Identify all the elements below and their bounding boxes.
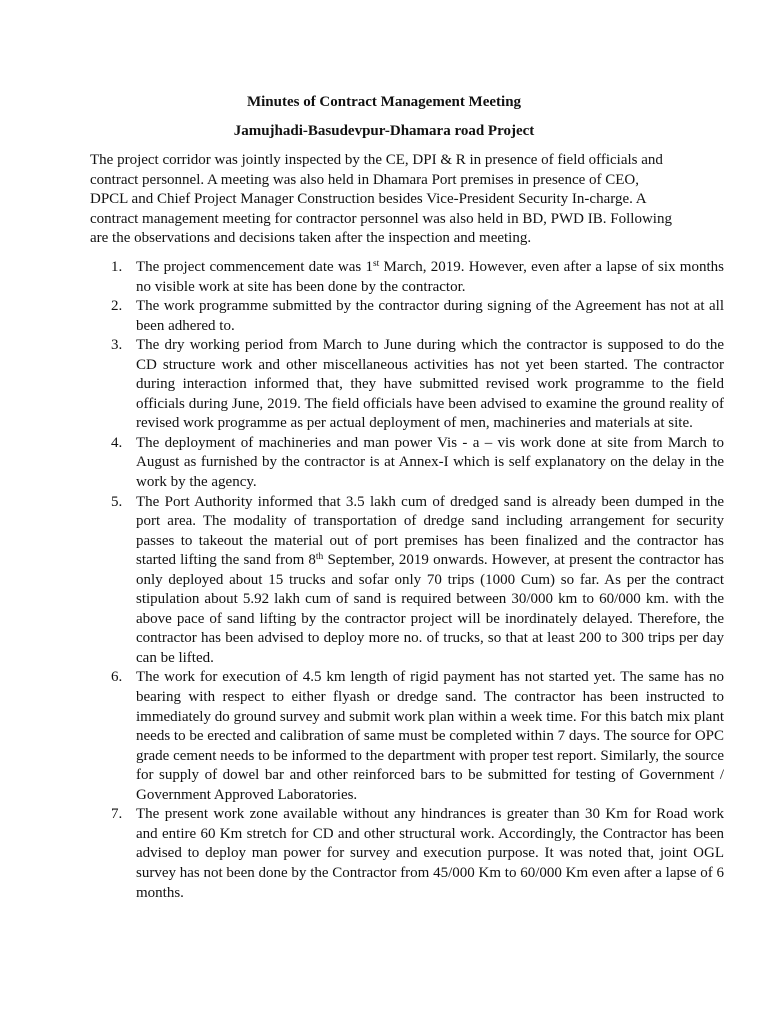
observation-item-4 xyxy=(111,434,724,493)
observation-item-2 xyxy=(111,297,724,336)
project-subtitle: Jamujhadi-Basudevpur-Dhamara road Project xyxy=(233,123,535,139)
observation-item-1 xyxy=(111,258,724,297)
item-text: The work for execution of 4.5 km length of rigid payment has not started yet. The same has no bearing with respect to either flyash or dredge sand. The contractor has been instructed to immediately do ground survey and submit work plan within a week time. For this batch mix plant needs to be erected and calibration of same must be completed within 7 days. The source for OPC grade cement needs to be informed to the department with proper test report. Similarly, the source for supply of dowel bar and other reinforced bars to be submitted for testing of Government / Government Approved Laboratories. xyxy=(136,669,724,803)
item-text-continued: September, 2019 onwards. However, at present the contractor has only deployed about 15 trucks and sofar only 70 trips (1000 Cum) so far. As per the contract stipulation about 5.92 lakh cum of sand is required between 30/000 km to 60/000 km. with the above pace of sand lifting by the contractor project will be inordinately delayed. Therefore, the contractor has been advised to deploy more no. of trucks, so that at least 200 to 300 trips per day can be lifted. xyxy=(136,552,724,666)
observation-item-5 xyxy=(111,493,724,669)
observation-item-7 xyxy=(111,805,724,903)
observation-item-3 xyxy=(111,336,724,434)
intro-paragraph: The project corridor was jointly inspected by the CE, DPI & R in presence of field officials and contract personnel. A meeting was also held in Dhamara Port premises in presence of CEO, DPCL and Chief Project Manager Construction besides Vice-President Security In-charge. A contract management meeting for contractor personnel was also held in BD, PWD IB. Following are the observations and decisions taken after the inspection and meeting. xyxy=(90,152,672,247)
item-number: 4. xyxy=(111,434,123,451)
ordinal-suffix: st xyxy=(372,259,380,269)
item-number: 1. xyxy=(111,259,123,275)
document-title: Minutes of Contract Management Meeting xyxy=(246,94,522,110)
item-text: The present work zone available without any hindrances is greater than 30 Km for Road work and entire 60 Km stretch for CD and other structural work. Accordingly, the Contractor has been advised to deploy man power for survey and execution purpose. It was noted that, joint OGL survey has not been done by the Contractor from 45/000 Km to 60/000 Km even after a lapse of 6 months. xyxy=(136,806,724,901)
item-text-continued: March, 2019. However, even after a lapse of six months no visible work at site has been done by the contractor. xyxy=(136,259,724,295)
observation-item-6 xyxy=(111,668,724,805)
item-number: 3. xyxy=(111,337,123,354)
item-text: The project commencement date was 1 xyxy=(136,259,373,275)
item-text: The work programme submitted by the contractor during signing of the Agreement has not at all been adhered to. xyxy=(136,298,724,334)
item-number: 6. xyxy=(111,669,123,686)
item-text: The Port Authority informed that 3.5 lakh cum of dredged sand is already been dumped in the port area. The modality of transportation of dredge sand including arrangement for security passes to takeout the material out of port premises has been finalized and the contractor has started lifting the sand from 8 xyxy=(136,493,724,569)
item-number: 7. xyxy=(111,806,123,823)
ordinal-suffix: th xyxy=(315,552,324,563)
item-text: The dry working period from March to June during which the contractor is supposed to do the CD structure work and other miscellaneous activities has not yet been started. The contractor during interaction informed that, they have submitted revised work programme to the field officials during June, 2019. The field officials have been advised to examine the ground reality of revised work programme as per actual deployment of men, machineries and materials at site. xyxy=(136,337,724,432)
item-number: 5. xyxy=(111,493,123,510)
item-text: The deployment of machineries and man power Vis - a – vis work done at site from March to August as furnished by the contractor is at Annex-I which is self explanatory on the delay in the work by the agency. xyxy=(136,434,724,491)
observations-list xyxy=(90,258,724,903)
item-number: 2. xyxy=(111,298,123,315)
